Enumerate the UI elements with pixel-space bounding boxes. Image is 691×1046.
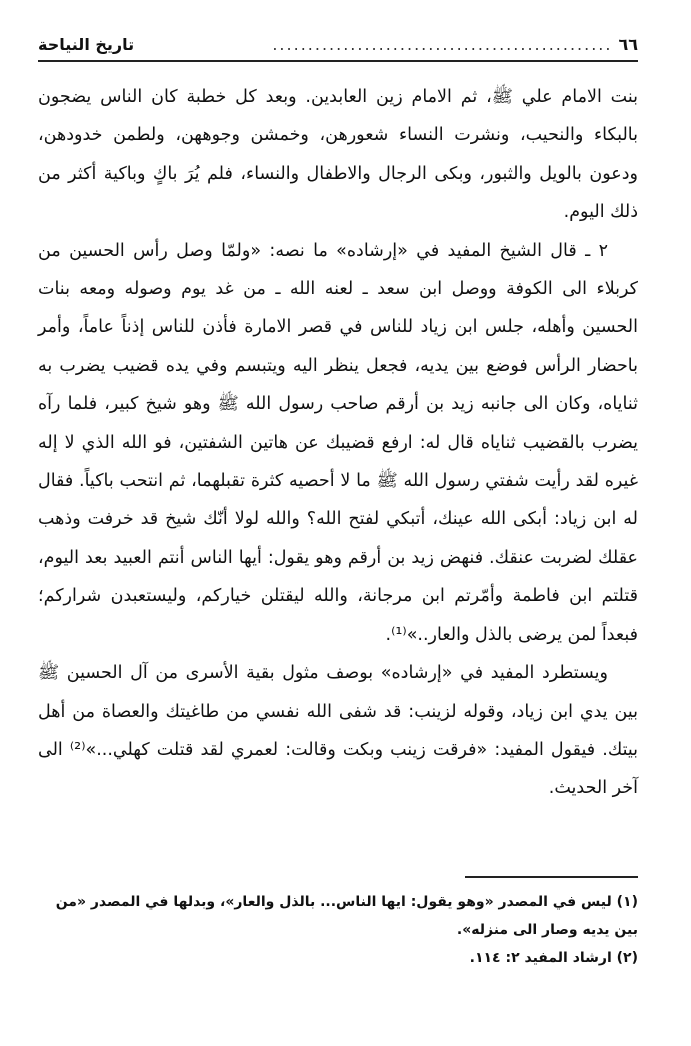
paragraph-2: ٢ ـ قال الشيخ المفيد في «إرشاده» ما نصه: «ولمّا وصل رأس الحسين من كربلاء الى الكوفة ووصل ابن سعد ـ لعنه الله ـ من غد يوم وصوله ومعه بنات الحسين وأهله، جلس ابن زياد للناس في قصر الامارة فأذن للناس إذناً عاماً، وأمر باحضار الرأس فوضع بين يديه، فجعل ينظر اليه ويتبسم وفي يده قضيب يضرب به ثناياه، وكان الى جانبه زيد بن أرقم صاحب رسول الله ﷺ وهو شيخ كبير، فلما رآه يضرب بالقضيب ثناياه قال له: ارفع قضيبك عن هاتين الشفتين، فو الله الذي لا إله غيره لقد رأيت شفتي رسول الله ﷺ ما لا أحصيه كثرة تقبلهما، ثم انتحب باكياً. فقال له ابن زياد: أبكى الله عينك، أتبكي لفتح الله؟ والله لولا أنّك شيخ قد خرفت وذهب عقلك لضربت عنقك. فنهض زيد بن أرقم وهو يقول: أيها الناس أنتم العبيد بعد اليوم، قتلتم ابن فاطمة وأمّرتم ابن مرجانة، والله ليقتلن خياركم، وليستعبدن شراركم؛ فبعداً لمن يرضى بالذل والعار..»⁽¹⁾. (38, 240, 638, 645)
footnotes (38, 888, 638, 972)
page-number: ٦٦ (618, 34, 638, 54)
running-header (38, 30, 638, 58)
paragraph-1: بنت الامام علي ﷺ، ثم الامام زين العابدين. وبعد كل خطبة كان الناس يضجون بالبكاء والنحيب، ونشرت النساء شعورهن، وخمشن وجوههن، ولطمن خدودهن، ودعون بالويل والثبور، وبكى الرجال والاطفال والنساء، فلم يُرَ باكٍ وباكية أكثر من ذلك اليوم. (38, 87, 638, 223)
footnote-rule (465, 876, 638, 878)
footnote-2: (٢) ارشاد المفيد ٢: ١١٤. (469, 950, 638, 966)
paragraph-3: ويستطرد المفيد في «إرشاده» بوصف مثول بقية الأسرى من آل الحسين ﷺ بين يدي ابن زياد، وقوله لزينب: قد شفى الله نفسي من طاغيتك والعصاة من أهل بيتك. فيقول المفيد: «فرقت زينب وبكت وقالت: لعمري لقد قتلت كهلي...»⁽²⁾ الى آخر الحديث. (38, 663, 638, 799)
footnote-1: (١) ليس في المصدر «وهو يقول: ايها الناس... بالذل والعار»، وبدلها في المصدر «من بين يديه وصار الى منزله». (55, 894, 638, 938)
header-rule (38, 60, 638, 62)
leader-dots: ................................................ (272, 34, 613, 54)
book-title: تاريخ النياحة (38, 34, 135, 54)
body-text (38, 78, 638, 808)
